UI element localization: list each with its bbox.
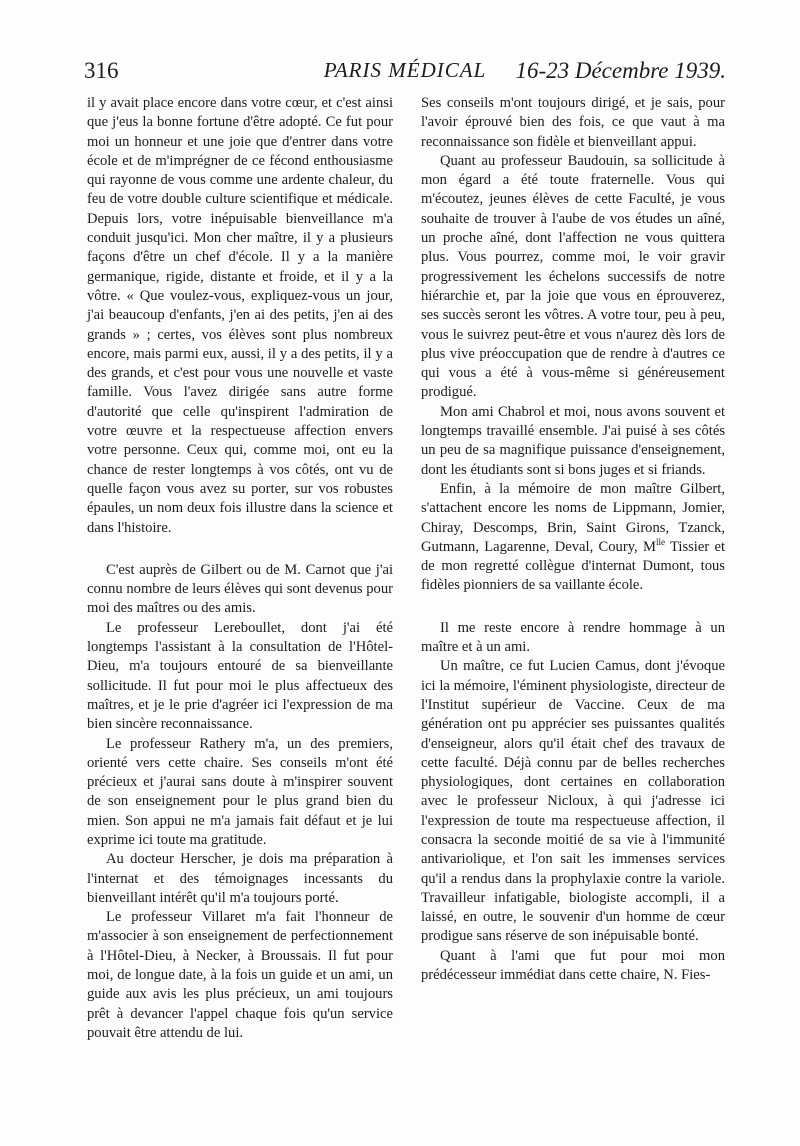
paragraph: Quant à l'ami que fut pour moi mon prédécesseur immédiat dans cette chaire, N. Fies- [421,947,725,984]
issue-date: 16-23 Décembre 1939. [515,58,726,83]
paragraph: Le professeur Lereboullet, dont j'ai été longtemps l'assistant à la consultation de l'Hôtel-Dieu, m'a toujours entouré de sa bienveillante sollicitude. Il fut pour moi le plus affectueux des maîtres, et je le prie d'agréer ici l'expression de ma bien sincère reconnaissance. [87,619,393,733]
paragraph-text: Enfin, à la mémoire de mon maître Gilbert, s'attachent encore les noms de Lippmann, Jomier, Chiray, Descomps, Brin, Saint Girons, Tzanck, Gutmann, Lagarenne, Deval, Coury, M [421,480,725,555]
paragraph-text: Tissier et de mon regretté collègue d'internat Dumont, tous fidèles pionniers de sa vaillante école. [421,538,726,594]
paragraph: Il me reste encore à rendre hommage à un maître et à un ami. [421,619,725,656]
page-number: 316 [84,58,119,83]
paragraph [421,480,725,596]
paragraph: Un maître, ce fut Lucien Camus, dont j'évoque ici la mémoire, l'éminent physiologiste, directeur de l'Institut supérieur de Vaccine. Ceux de ma génération ont pu apprécier ses puissantes qualités d'enseigneur, alors qu'il était chef des travaux de cette faculté. Déjà connu par de belles recherches physiologiques, dont certaines en collaboration avec le professeur Nicloux, à qui j'adresse ici l'expression de toute ma respectueuse affection, il consacra la seconde moitié de sa vie à l'immunité antivariolique, et l'on sait les immenses services qu'il a rendus dans la prophylaxie contre la variole. Travailleur infatigable, biologiste accompli, il a laissé, en outre, le souvenir d'un homme de cœur prodigue sans réserve de son inépuisable bonté. [421,658,725,945]
paragraph: Le professeur Villaret m'a fait l'honneur de m'associer à son enseignement de perfectionnement à l'Hôtel-Dieu, à Necker, à Broussais. Il fut pour moi, de longue date, à la fois un guide et un ami, un guide aux avis les plus précieux, un ami toujours prêt à devancer l'appel chaque fois qu'un service pouvait être attendu de lui. [87,909,393,1041]
paragraph: Quant au professeur Baudouin, sa sollicitude à mon égard a été toute fraternelle. Vous qui m'écoutez, jeunes élèves de cette Faculté, je vous souhaite de trouver à l'aube de vos études un aîné, un proche aîné, dont l'affection ne vous quittera plus. Vous pourrez, comme moi, le voir gravir progressivement les échelons successifs de notre hiérarchie et, par la joie que vous en éprouverez, ses succès seront les vôtres. A votre tour, peu à peu, vous le suivrez peut-être et vous n'aurez dès lors de plus vive préoccupation que de rendre à d'autres ce qui vous a été à vous-même si généreusement prodigué. [421,152,725,401]
paragraph: Au docteur Herscher, je dois ma préparation à l'internat et des témoignages incessants du bienveillant intérêt qu'il m'a toujours porté. [87,851,393,906]
paragraph: il y avait place encore dans votre cœur, et c'est ainsi que j'eus la bonne fortune d'être adopté. Ce fut pour moi un honneur et une joie que d'entrer dans votre école et de m'imprégner de ce fécond enthousiasme qui rayonne de vous comme une ardente chaleur, du feu de votre double culture scientifique et médicale. Depuis lors, votre inépuisable bienveillance m'a conduit jusqu'ici. Mon cher maître, il y a plusieurs façons d'être un chef d'école. Il y a la manière germanique, rigide, distante et froide, et il y a la vôtre. « Que voulez-vous, expliquez-vous un jour, j'ai beaucoup d'enfants, j'en ai des petits, j'en ai des grands » ; certes, vos élèves sont plus nombreux encore, mais parmi eux, aussi, il y a des petits, il y a des grands, et c'est pour vous une nouvelle et vaste famille. Vous l'avez dirigée sans autre forme d'autorité que celle qu'inspirent l'admiration de votre œuvre et la respectueuse affection envers votre personne. Ceux qui, comme moi, ont eu la chance de rester longtemps à vos côtés, ont vu de quelle façon vous avez su porter, sur vos robustes épaules, un nom deux fois illustre dans la science et dans l'histoire. [87,95,393,536]
journal-title: PARIS MÉDICAL [323,58,487,82]
superscript: lle [655,536,665,547]
paragraph: Le professeur Rathery m'a, un des premiers, orienté vers cette chaire. Ses conseils m'ont été précieux et j'aurai sans doute à m'inspirer souvent de son enseignement pour le plus grand bien du mien. Son appui ne m'a jamais fait défaut et je lui exprime ici toute ma gratitude. [87,735,393,848]
paragraph: Mon ami Chabrol et moi, nous avons souvent et longtemps travaillé ensemble. J'ai puisé à ses côtés un peu de sa magnifique puissance d'enseignement, dont les étudiants sont si bons juges et si friands. [421,403,725,478]
paragraph: C'est auprès de Gilbert ou de M. Carnot que j'ai connu nombre de leurs élèves qui sont devenus pour moi des maîtres ou des amis. [87,561,393,617]
right-column [421,94,725,985]
page-header [84,58,726,92]
paragraph: Ses conseils m'ont toujours dirigé, et je sais, pour l'avoir éprouvé bien des fois, ce que vaut à ma reconnaissance son fidèle et bienveillant appui. [421,95,725,150]
left-column [87,94,393,1043]
